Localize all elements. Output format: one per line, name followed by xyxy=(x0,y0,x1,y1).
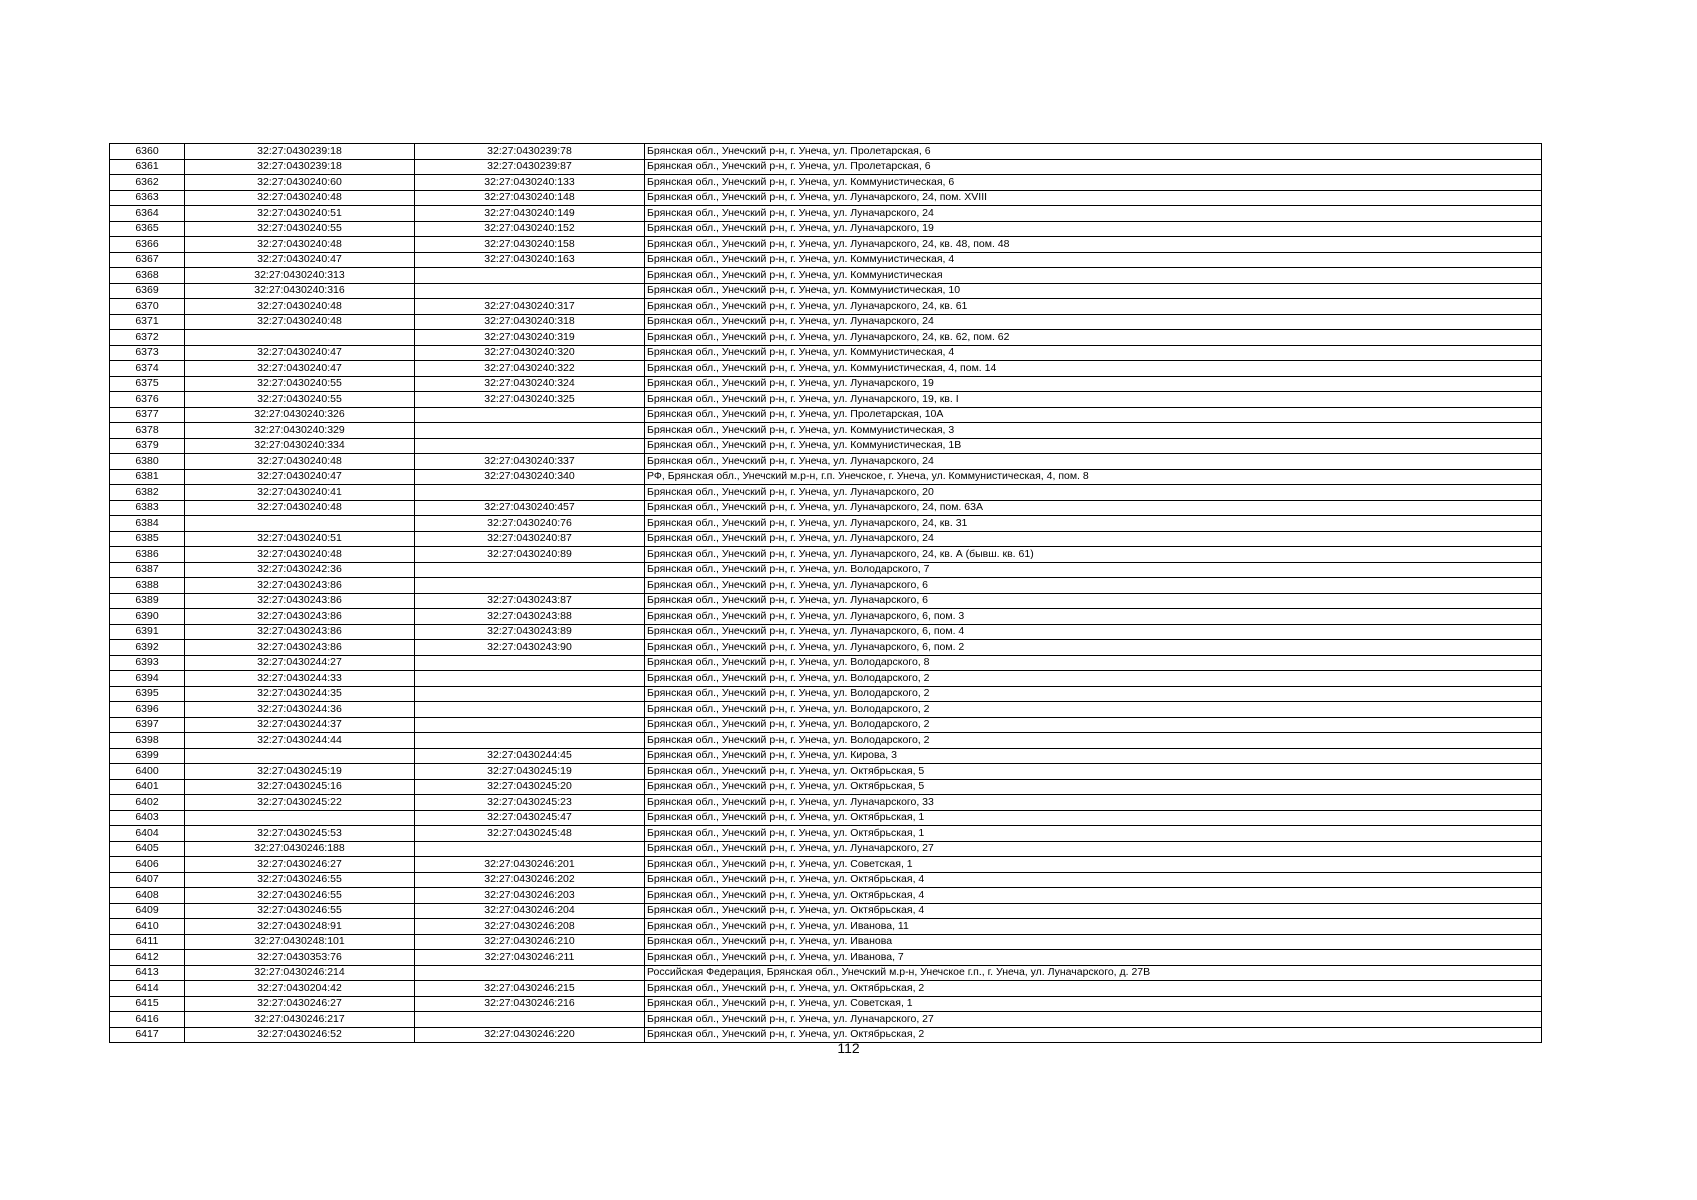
address-cell: Брянская обл., Унечский р-н, г. Унеча, ул. Луначарского, 24, пом. XVIII xyxy=(645,190,1542,206)
sub-cadastral-number-cell: 32:27:0430240:133 xyxy=(415,175,645,191)
sub-cadastral-number-cell: 32:27:0430246:201 xyxy=(415,857,645,873)
cadastral-number-cell: 32:27:0430246:27 xyxy=(185,996,415,1012)
row-number-cell: 6369 xyxy=(110,283,185,299)
table-row xyxy=(110,469,1542,485)
cadastral-number-cell: 32:27:0430246:52 xyxy=(185,1027,415,1043)
address-cell: Брянская обл., Унечский р-н, г. Унеча, ул. Луначарского, 6, пом. 3 xyxy=(645,609,1542,625)
row-number-cell: 6373 xyxy=(110,345,185,361)
address-cell: Брянская обл., Унечский р-н, г. Унеча, ул. Октябрьская, 5 xyxy=(645,779,1542,795)
cadastral-number-cell xyxy=(185,516,415,532)
sub-cadastral-number-cell: 32:27:0430245:23 xyxy=(415,795,645,811)
table-row xyxy=(110,810,1542,826)
row-number-cell: 6378 xyxy=(110,423,185,439)
table-row xyxy=(110,934,1542,950)
table-row xyxy=(110,779,1542,795)
cadastral-number-cell: 32:27:0430246:55 xyxy=(185,903,415,919)
cadastral-number-cell: 32:27:0430244:36 xyxy=(185,702,415,718)
sub-cadastral-number-cell: 32:27:0430240:324 xyxy=(415,376,645,392)
cadastral-number-cell: 32:27:0430240:47 xyxy=(185,252,415,268)
row-number-cell: 6409 xyxy=(110,903,185,919)
cadastral-number-cell: 32:27:0430353:76 xyxy=(185,950,415,966)
table-row xyxy=(110,702,1542,718)
row-number-cell: 6375 xyxy=(110,376,185,392)
cadastral-number-cell: 32:27:0430240:51 xyxy=(185,206,415,222)
table-row xyxy=(110,655,1542,671)
sub-cadastral-number-cell xyxy=(415,841,645,857)
cadastral-number-cell: 32:27:0430243:86 xyxy=(185,609,415,625)
row-number-cell: 6370 xyxy=(110,299,185,315)
sub-cadastral-number-cell: 32:27:0430246:211 xyxy=(415,950,645,966)
table-row xyxy=(110,733,1542,749)
sub-cadastral-number-cell: 32:27:0430246:202 xyxy=(415,872,645,888)
address-cell: Брянская обл., Унечский р-н, г. Унеча, ул. Пролетарская, 6 xyxy=(645,159,1542,175)
table-row xyxy=(110,686,1542,702)
sub-cadastral-number-cell: 32:27:0430246:220 xyxy=(415,1027,645,1043)
row-number-cell: 6417 xyxy=(110,1027,185,1043)
sub-cadastral-number-cell: 32:27:0430240:319 xyxy=(415,330,645,346)
address-cell: Брянская обл., Унечский р-н, г. Унеча, ул. Октябрьская, 1 xyxy=(645,826,1542,842)
row-number-cell: 6367 xyxy=(110,252,185,268)
row-number-cell: 6396 xyxy=(110,702,185,718)
cadastral-number-cell: 32:27:0430240:55 xyxy=(185,376,415,392)
address-cell: Брянская обл., Унечский р-н, г. Унеча, ул. Луначарского, 20 xyxy=(645,485,1542,501)
table-row xyxy=(110,423,1542,439)
row-number-cell: 6364 xyxy=(110,206,185,222)
cadastral-number-cell: 32:27:0430246:217 xyxy=(185,1012,415,1028)
sub-cadastral-number-cell: 32:27:0430245:20 xyxy=(415,779,645,795)
table-row xyxy=(110,671,1542,687)
address-cell: Брянская обл., Унечский р-н, г. Унеча, ул. Коммунистическая, 4, пом. 14 xyxy=(645,361,1542,377)
cadastral-number-cell: 32:27:0430248:91 xyxy=(185,919,415,935)
address-cell: Брянская обл., Унечский р-н, г. Унеча, ул. Володарского, 2 xyxy=(645,733,1542,749)
table-row xyxy=(110,919,1542,935)
address-cell: Брянская обл., Унечский р-н, г. Унеча, ул. Советская, 1 xyxy=(645,996,1542,1012)
table-row xyxy=(110,175,1542,191)
cadastral-number-cell: 32:27:0430240:326 xyxy=(185,407,415,423)
row-number-cell: 6407 xyxy=(110,872,185,888)
sub-cadastral-number-cell: 32:27:0430244:45 xyxy=(415,748,645,764)
sub-cadastral-number-cell: 32:27:0430243:90 xyxy=(415,640,645,656)
table-row xyxy=(110,578,1542,594)
sub-cadastral-number-cell: 32:27:0430240:148 xyxy=(415,190,645,206)
table-row xyxy=(110,438,1542,454)
cadastral-number-cell: 32:27:0430243:86 xyxy=(185,640,415,656)
sub-cadastral-number-cell xyxy=(415,717,645,733)
cadastral-number-cell xyxy=(185,810,415,826)
table-row xyxy=(110,252,1542,268)
address-cell: Брянская обл., Унечский р-н, г. Унеча, ул. Пролетарская, 10А xyxy=(645,407,1542,423)
sub-cadastral-number-cell: 32:27:0430243:89 xyxy=(415,624,645,640)
address-cell: Брянская обл., Унечский р-н, г. Унеча, ул. Луначарского, 6, пом. 2 xyxy=(645,640,1542,656)
table-row xyxy=(110,547,1542,563)
sub-cadastral-number-cell: 32:27:0430243:88 xyxy=(415,609,645,625)
address-cell: Брянская обл., Унечский р-н, г. Унеча, ул. Луначарского, 6 xyxy=(645,578,1542,594)
cadastral-number-cell: 32:27:0430239:18 xyxy=(185,159,415,175)
row-number-cell: 6362 xyxy=(110,175,185,191)
cadastral-number-cell: 32:27:0430245:53 xyxy=(185,826,415,842)
address-cell: Брянская обл., Унечский р-н, г. Унеча, ул. Луначарского, 24 xyxy=(645,206,1542,222)
table-row xyxy=(110,299,1542,315)
row-number-cell: 6402 xyxy=(110,795,185,811)
cadastral-number-cell: 32:27:0430240:48 xyxy=(185,237,415,253)
table-row xyxy=(110,144,1542,160)
row-number-cell: 6401 xyxy=(110,779,185,795)
address-cell: Российская Федерация, Брянская обл., Унечский м.р-н, Унечское г.п., г. Унеча, ул. Луначарского, д. 27В xyxy=(645,965,1542,981)
sub-cadastral-number-cell: 32:27:0430246:203 xyxy=(415,888,645,904)
row-number-cell: 6385 xyxy=(110,531,185,547)
cadastral-number-cell: 32:27:0430244:27 xyxy=(185,655,415,671)
cadastral-number-cell: 32:27:0430244:44 xyxy=(185,733,415,749)
table-row xyxy=(110,485,1542,501)
sub-cadastral-number-cell: 32:27:0430240:340 xyxy=(415,469,645,485)
table-row xyxy=(110,221,1542,237)
table-row xyxy=(110,283,1542,299)
table-row xyxy=(110,903,1542,919)
sub-cadastral-number-cell xyxy=(415,268,645,284)
address-cell: Брянская обл., Унечский р-н, г. Унеча, ул. Луначарского, 33 xyxy=(645,795,1542,811)
table-row xyxy=(110,268,1542,284)
row-number-cell: 6360 xyxy=(110,144,185,160)
row-number-cell: 6413 xyxy=(110,965,185,981)
sub-cadastral-number-cell xyxy=(415,283,645,299)
address-cell: Брянская обл., Унечский р-н, г. Унеча, ул. Кирова, 3 xyxy=(645,748,1542,764)
address-cell: Брянская обл., Унечский р-н, г. Унеча, ул. Володарского, 2 xyxy=(645,702,1542,718)
address-cell: Брянская обл., Унечский р-н, г. Унеча, ул. Володарского, 8 xyxy=(645,655,1542,671)
sub-cadastral-number-cell xyxy=(415,733,645,749)
sub-cadastral-number-cell: 32:27:0430240:149 xyxy=(415,206,645,222)
table-row xyxy=(110,392,1542,408)
table-row xyxy=(110,950,1542,966)
row-number-cell: 6415 xyxy=(110,996,185,1012)
address-cell: Брянская обл., Унечский р-н, г. Унеча, ул. Луначарского, 19 xyxy=(645,376,1542,392)
row-number-cell: 6405 xyxy=(110,841,185,857)
address-cell: Брянская обл., Унечский р-н, г. Унеча, ул. Коммунистическая, 3 xyxy=(645,423,1542,439)
row-number-cell: 6381 xyxy=(110,469,185,485)
row-number-cell: 6411 xyxy=(110,934,185,950)
row-number-cell: 6390 xyxy=(110,609,185,625)
address-cell: Брянская обл., Унечский р-н, г. Унеча, ул. Пролетарская, 6 xyxy=(645,144,1542,160)
table-row xyxy=(110,159,1542,175)
table-row xyxy=(110,826,1542,842)
address-cell: Брянская обл., Унечский р-н, г. Унеча, ул. Луначарского, 27 xyxy=(645,841,1542,857)
cadastral-number-cell: 32:27:0430246:214 xyxy=(185,965,415,981)
cadastral-number-cell: 32:27:0430243:86 xyxy=(185,593,415,609)
table-row xyxy=(110,500,1542,516)
row-number-cell: 6376 xyxy=(110,392,185,408)
row-number-cell: 6398 xyxy=(110,733,185,749)
row-number-cell: 6365 xyxy=(110,221,185,237)
sub-cadastral-number-cell xyxy=(415,655,645,671)
row-number-cell: 6399 xyxy=(110,748,185,764)
address-cell: Брянская обл., Унечский р-н, г. Унеча, ул. Луначарского, 24, кв. 62, пом. 62 xyxy=(645,330,1542,346)
cadastral-number-cell: 32:27:0430243:86 xyxy=(185,578,415,594)
cadastral-number-cell: 32:27:0430240:41 xyxy=(185,485,415,501)
cadastral-number-cell: 32:27:0430246:55 xyxy=(185,888,415,904)
address-cell: Брянская обл., Унечский р-н, г. Унеча, ул. Октябрьская, 4 xyxy=(645,903,1542,919)
table-row xyxy=(110,748,1542,764)
cadastral-number-cell: 32:27:0430240:51 xyxy=(185,531,415,547)
row-number-cell: 6372 xyxy=(110,330,185,346)
row-number-cell: 6414 xyxy=(110,981,185,997)
row-number-cell: 6392 xyxy=(110,640,185,656)
row-number-cell: 6406 xyxy=(110,857,185,873)
page-number: 112 xyxy=(837,1040,860,1056)
table-row xyxy=(110,965,1542,981)
cadastral-number-cell: 32:27:0430240:60 xyxy=(185,175,415,191)
cadastral-number-cell: 32:27:0430242:36 xyxy=(185,562,415,578)
address-cell: Брянская обл., Унечский р-н, г. Унеча, ул. Луначарского, 27 xyxy=(645,1012,1542,1028)
table-row xyxy=(110,795,1542,811)
address-cell: Брянская обл., Унечский р-н, г. Унеча, ул. Коммунистическая xyxy=(645,268,1542,284)
row-number-cell: 6382 xyxy=(110,485,185,501)
sub-cadastral-number-cell: 32:27:0430240:322 xyxy=(415,361,645,377)
cadastral-number-cell: 32:27:0430240:48 xyxy=(185,314,415,330)
row-number-cell: 6389 xyxy=(110,593,185,609)
address-cell: Брянская обл., Унечский р-н, г. Унеча, ул. Коммунистическая, 4 xyxy=(645,345,1542,361)
cadastral-number-cell: 32:27:0430204:42 xyxy=(185,981,415,997)
row-number-cell: 6388 xyxy=(110,578,185,594)
row-number-cell: 6397 xyxy=(110,717,185,733)
cadastral-number-cell: 32:27:0430240:329 xyxy=(185,423,415,439)
registry-table-body xyxy=(110,144,1542,1043)
cadastral-number-cell: 32:27:0430240:48 xyxy=(185,547,415,563)
row-number-cell: 6368 xyxy=(110,268,185,284)
cadastral-number-cell: 32:27:0430243:86 xyxy=(185,624,415,640)
address-cell: Брянская обл., Унечский р-н, г. Унеча, ул. Луначарского, 6, пом. 4 xyxy=(645,624,1542,640)
row-number-cell: 6391 xyxy=(110,624,185,640)
cadastral-number-cell: 32:27:0430245:19 xyxy=(185,764,415,780)
cadastral-number-cell: 32:27:0430239:18 xyxy=(185,144,415,160)
address-cell: Брянская обл., Унечский р-н, г. Унеча, ул. Луначарского, 24, кв. 61 xyxy=(645,299,1542,315)
address-cell: Брянская обл., Унечский р-н, г. Унеча, ул. Луначарского, 19 xyxy=(645,221,1542,237)
cadastral-number-cell: 32:27:0430240:47 xyxy=(185,345,415,361)
address-cell: Брянская обл., Унечский р-н, г. Унеча, ул. Луначарского, 24, кв. 31 xyxy=(645,516,1542,532)
address-cell: Брянская обл., Унечский р-н, г. Унеча, ул. Иванова, 7 xyxy=(645,950,1542,966)
table-row xyxy=(110,717,1542,733)
table-row xyxy=(110,237,1542,253)
address-cell: Брянская обл., Унечский р-н, г. Унеча, ул. Володарского, 2 xyxy=(645,717,1542,733)
address-cell: Брянская обл., Унечский р-н, г. Унеча, ул. Луначарского, 24 xyxy=(645,531,1542,547)
address-cell: Брянская обл., Унечский р-н, г. Унеча, ул. Октябрьская, 1 xyxy=(645,810,1542,826)
table-row xyxy=(110,454,1542,470)
sub-cadastral-number-cell xyxy=(415,578,645,594)
cadastral-number-cell: 32:27:0430244:35 xyxy=(185,686,415,702)
sub-cadastral-number-cell: 32:27:0430240:152 xyxy=(415,221,645,237)
table-row xyxy=(110,996,1542,1012)
cadastral-number-cell: 32:27:0430240:55 xyxy=(185,221,415,237)
table-row xyxy=(110,314,1542,330)
sub-cadastral-number-cell xyxy=(415,485,645,501)
row-number-cell: 6379 xyxy=(110,438,185,454)
table-row xyxy=(110,330,1542,346)
sub-cadastral-number-cell: 32:27:0430246:215 xyxy=(415,981,645,997)
row-number-cell: 6380 xyxy=(110,454,185,470)
cadastral-number-cell: 32:27:0430240:48 xyxy=(185,299,415,315)
cadastral-number-cell: 32:27:0430245:22 xyxy=(185,795,415,811)
sub-cadastral-number-cell: 32:27:0430246:210 xyxy=(415,934,645,950)
address-cell: Брянская обл., Унечский р-н, г. Унеча, ул. Володарского, 2 xyxy=(645,686,1542,702)
cadastral-number-cell: 32:27:0430245:16 xyxy=(185,779,415,795)
address-cell: Брянская обл., Унечский р-н, г. Унеча, ул. Октябрьская, 2 xyxy=(645,1027,1542,1043)
table-row xyxy=(110,531,1542,547)
sub-cadastral-number-cell: 32:27:0430240:317 xyxy=(415,299,645,315)
address-cell: Брянская обл., Унечский р-н, г. Унеча, ул. Октябрьская, 4 xyxy=(645,888,1542,904)
table-row xyxy=(110,640,1542,656)
sub-cadastral-number-cell xyxy=(415,562,645,578)
address-cell: Брянская обл., Унечский р-н, г. Унеча, ул. Иванова, 11 xyxy=(645,919,1542,935)
cadastral-number-cell: 32:27:0430244:37 xyxy=(185,717,415,733)
sub-cadastral-number-cell: 32:27:0430245:48 xyxy=(415,826,645,842)
cadastral-number-cell: 32:27:0430248:101 xyxy=(185,934,415,950)
table-row xyxy=(110,376,1542,392)
address-cell: РФ, Брянская обл., Унечский м.р-н, г.п. Унечское, г. Унеча, ул. Коммунистическая, 4, пом. 8 xyxy=(645,469,1542,485)
row-number-cell: 6387 xyxy=(110,562,185,578)
cadastral-number-cell: 32:27:0430240:47 xyxy=(185,361,415,377)
table-row xyxy=(110,361,1542,377)
table-row xyxy=(110,562,1542,578)
cadastral-number-cell: 32:27:0430240:334 xyxy=(185,438,415,454)
sub-cadastral-number-cell: 32:27:0430245:19 xyxy=(415,764,645,780)
table-row xyxy=(110,345,1542,361)
row-number-cell: 6408 xyxy=(110,888,185,904)
table-row xyxy=(110,624,1542,640)
address-cell: Брянская обл., Унечский р-н, г. Унеча, ул. Володарского, 2 xyxy=(645,671,1542,687)
table-row xyxy=(110,888,1542,904)
row-number-cell: 6371 xyxy=(110,314,185,330)
sub-cadastral-number-cell: 32:27:0430240:158 xyxy=(415,237,645,253)
table-row xyxy=(110,593,1542,609)
sub-cadastral-number-cell: 32:27:0430240:320 xyxy=(415,345,645,361)
row-number-cell: 6386 xyxy=(110,547,185,563)
cadastral-number-cell: 32:27:0430240:316 xyxy=(185,283,415,299)
cadastral-number-cell: 32:27:0430244:33 xyxy=(185,671,415,687)
row-number-cell: 6412 xyxy=(110,950,185,966)
row-number-cell: 6416 xyxy=(110,1012,185,1028)
cadastral-number-cell: 32:27:0430240:48 xyxy=(185,500,415,516)
row-number-cell: 6377 xyxy=(110,407,185,423)
row-number-cell: 6361 xyxy=(110,159,185,175)
property-registry-table xyxy=(109,143,1542,1043)
table-row xyxy=(110,609,1542,625)
sub-cadastral-number-cell: 32:27:0430240:325 xyxy=(415,392,645,408)
sub-cadastral-number-cell xyxy=(415,423,645,439)
address-cell: Брянская обл., Унечский р-н, г. Унеча, ул. Луначарского, 6 xyxy=(645,593,1542,609)
cadastral-number-cell: 32:27:0430240:47 xyxy=(185,469,415,485)
address-cell: Брянская обл., Унечский р-н, г. Унеча, ул. Коммунистическая, 6 xyxy=(645,175,1542,191)
row-number-cell: 6393 xyxy=(110,655,185,671)
sub-cadastral-number-cell: 32:27:0430240:457 xyxy=(415,500,645,516)
address-cell: Брянская обл., Унечский р-н, г. Унеча, ул. Луначарского, 24, кв. А (бывш. кв. 61) xyxy=(645,547,1542,563)
cadastral-number-cell: 32:27:0430246:27 xyxy=(185,857,415,873)
address-cell: Брянская обл., Унечский р-н, г. Унеча, ул. Октябрьская, 5 xyxy=(645,764,1542,780)
table-row xyxy=(110,841,1542,857)
sub-cadastral-number-cell xyxy=(415,686,645,702)
cadastral-number-cell xyxy=(185,330,415,346)
sub-cadastral-number-cell: 32:27:0430239:78 xyxy=(415,144,645,160)
sub-cadastral-number-cell: 32:27:0430240:76 xyxy=(415,516,645,532)
cadastral-number-cell: 32:27:0430240:313 xyxy=(185,268,415,284)
sub-cadastral-number-cell xyxy=(415,407,645,423)
address-cell: Брянская обл., Унечский р-н, г. Унеча, ул. Коммунистическая, 1В xyxy=(645,438,1542,454)
cadastral-number-cell: 32:27:0430240:55 xyxy=(185,392,415,408)
table-row xyxy=(110,981,1542,997)
row-number-cell: 6410 xyxy=(110,919,185,935)
row-number-cell: 6395 xyxy=(110,686,185,702)
sub-cadastral-number-cell xyxy=(415,702,645,718)
row-number-cell: 6374 xyxy=(110,361,185,377)
sub-cadastral-number-cell: 32:27:0430240:337 xyxy=(415,454,645,470)
table-row xyxy=(110,516,1542,532)
address-cell: Брянская обл., Унечский р-н, г. Унеча, ул. Коммунистическая, 10 xyxy=(645,283,1542,299)
sub-cadastral-number-cell: 32:27:0430240:163 xyxy=(415,252,645,268)
sub-cadastral-number-cell: 32:27:0430240:89 xyxy=(415,547,645,563)
cadastral-number-cell: 32:27:0430246:55 xyxy=(185,872,415,888)
row-number-cell: 6404 xyxy=(110,826,185,842)
sub-cadastral-number-cell: 32:27:0430246:208 xyxy=(415,919,645,935)
row-number-cell: 6384 xyxy=(110,516,185,532)
address-cell: Брянская обл., Унечский р-н, г. Унеча, ул. Октябрьская, 2 xyxy=(645,981,1542,997)
row-number-cell: 6366 xyxy=(110,237,185,253)
address-cell: Брянская обл., Унечский р-н, г. Унеча, ул. Иванова xyxy=(645,934,1542,950)
table-row xyxy=(110,407,1542,423)
row-number-cell: 6394 xyxy=(110,671,185,687)
row-number-cell: 6403 xyxy=(110,810,185,826)
cadastral-number-cell: 32:27:0430246:188 xyxy=(185,841,415,857)
address-cell: Брянская обл., Унечский р-н, г. Унеча, ул. Луначарского, 24 xyxy=(645,314,1542,330)
table-row xyxy=(110,857,1542,873)
cadastral-number-cell: 32:27:0430240:48 xyxy=(185,454,415,470)
address-cell: Брянская обл., Унечский р-н, г. Унеча, ул. Октябрьская, 4 xyxy=(645,872,1542,888)
row-number-cell: 6363 xyxy=(110,190,185,206)
address-cell: Брянская обл., Унечский р-н, г. Унеча, ул. Володарского, 7 xyxy=(645,562,1542,578)
sub-cadastral-number-cell xyxy=(415,671,645,687)
sub-cadastral-number-cell: 32:27:0430246:216 xyxy=(415,996,645,1012)
sub-cadastral-number-cell: 32:27:0430243:87 xyxy=(415,593,645,609)
table-row xyxy=(110,206,1542,222)
cadastral-number-cell: 32:27:0430240:48 xyxy=(185,190,415,206)
sub-cadastral-number-cell: 32:27:0430246:204 xyxy=(415,903,645,919)
sub-cadastral-number-cell xyxy=(415,438,645,454)
sub-cadastral-number-cell xyxy=(415,1012,645,1028)
address-cell: Брянская обл., Унечский р-н, г. Унеча, ул. Луначарского, 24 xyxy=(645,454,1542,470)
address-cell: Брянская обл., Унечский р-н, г. Унеча, ул. Луначарского, 24, кв. 48, пом. 48 xyxy=(645,237,1542,253)
sub-cadastral-number-cell: 32:27:0430240:87 xyxy=(415,531,645,547)
sub-cadastral-number-cell: 32:27:0430239:87 xyxy=(415,159,645,175)
row-number-cell: 6383 xyxy=(110,500,185,516)
table-row xyxy=(110,872,1542,888)
table-row xyxy=(110,764,1542,780)
row-number-cell: 6400 xyxy=(110,764,185,780)
address-cell: Брянская обл., Унечский р-н, г. Унеча, ул. Луначарского, 19, кв. I xyxy=(645,392,1542,408)
table-row xyxy=(110,1012,1542,1028)
sub-cadastral-number-cell: 32:27:0430240:318 xyxy=(415,314,645,330)
cadastral-number-cell xyxy=(185,748,415,764)
address-cell: Брянская обл., Унечский р-н, г. Унеча, ул. Луначарского, 24, пом. 63А xyxy=(645,500,1542,516)
sub-cadastral-number-cell xyxy=(415,965,645,981)
table-row xyxy=(110,190,1542,206)
address-cell: Брянская обл., Унечский р-н, г. Унеча, ул. Советская, 1 xyxy=(645,857,1542,873)
address-cell: Брянская обл., Унечский р-н, г. Унеча, ул. Коммунистическая, 4 xyxy=(645,252,1542,268)
sub-cadastral-number-cell: 32:27:0430245:47 xyxy=(415,810,645,826)
